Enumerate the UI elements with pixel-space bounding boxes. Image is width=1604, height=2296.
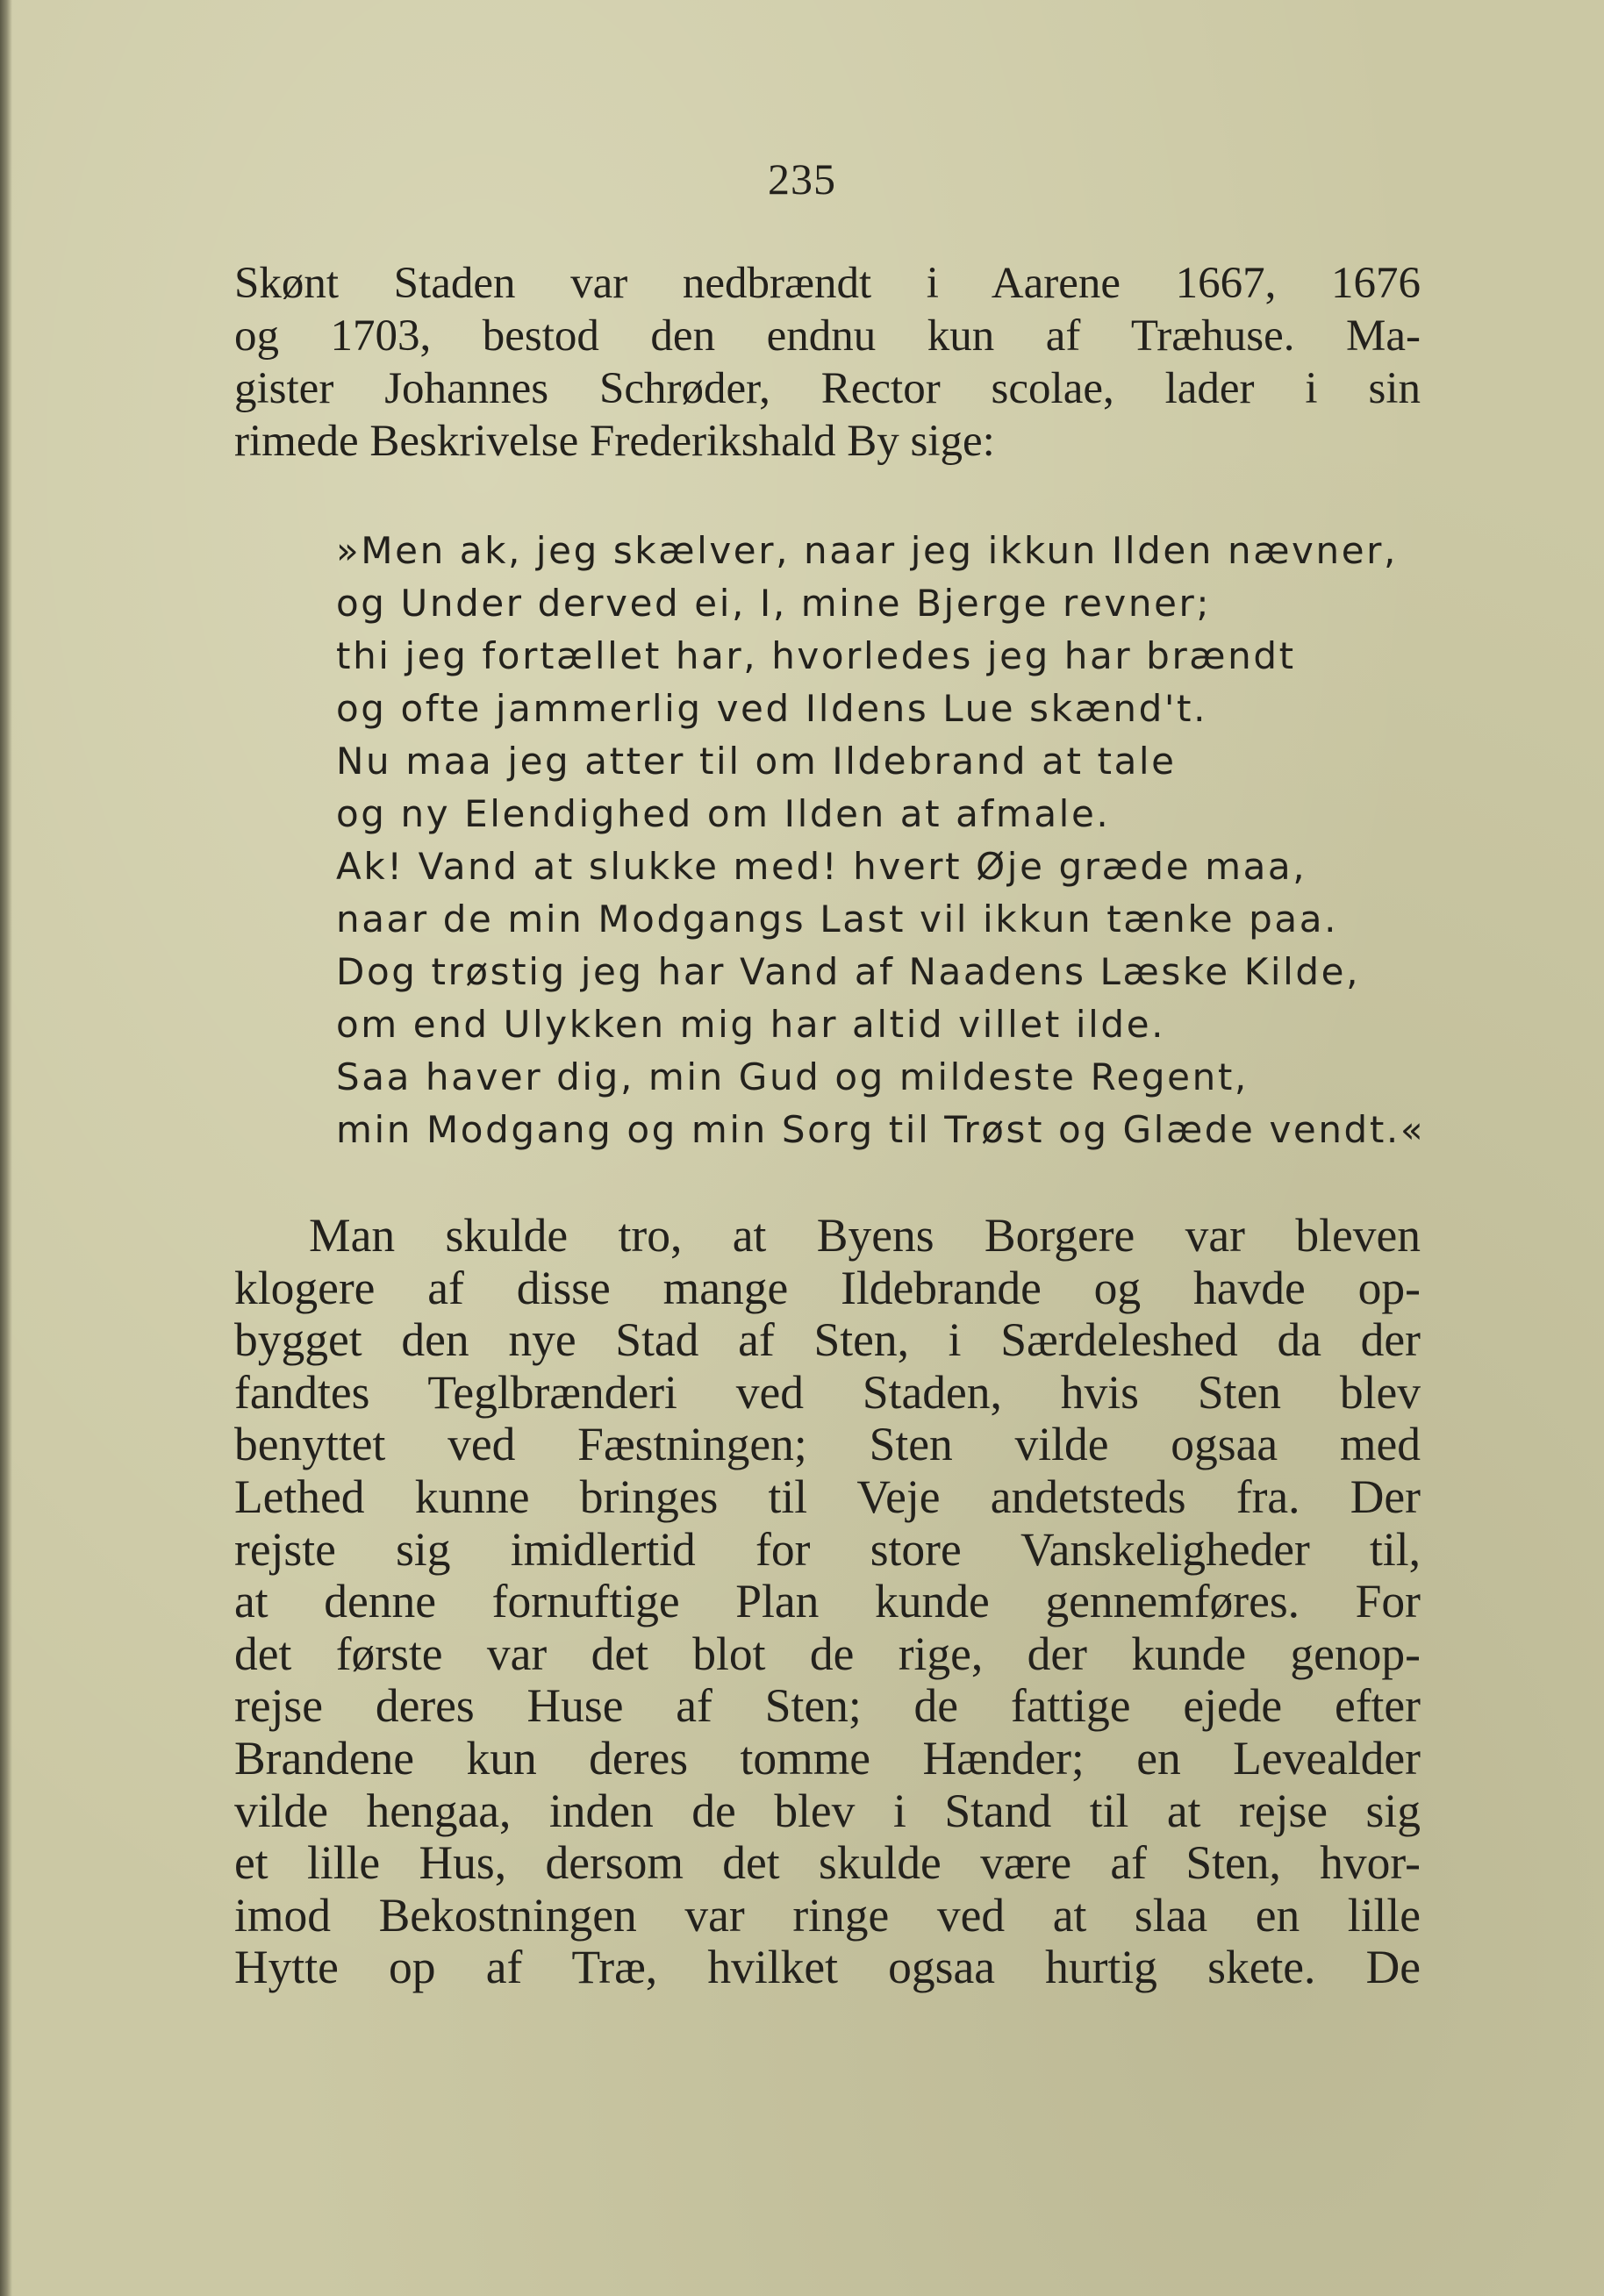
text-line: rejste sig imidlertid for store Vanskeligheder til, — [234, 1522, 1421, 1576]
poem-line: Nu maa jeg atter til om Ildebrand at tale — [336, 740, 1177, 783]
text-line: Brandene kun deres tomme Hænder; en Levealder — [234, 1731, 1421, 1785]
text-line: Hytte op af Træ, hvilket ogsaa hurtig skete. De — [234, 1941, 1421, 1994]
poem-line: naar de min Modgangs Last vil ikkun tænke paa. — [336, 898, 1339, 941]
text-line: benyttet ved Fæstningen; Sten vilde ogsaa med — [234, 1418, 1421, 1471]
poem-line: og ny Elendighed om Ilden at afmale. — [336, 792, 1111, 835]
text-line: fandtes Teglbrænderi ved Staden, hvis Sten blev — [234, 1365, 1421, 1419]
text-line: at denne fornuftige Plan kunde gennemføres. For — [234, 1575, 1421, 1628]
text-line: imod Bekostningen var ringe ved at slaa en lille — [234, 1888, 1421, 1942]
poem-line: thi jeg fortællet har, hvorledes jeg har brændt — [336, 634, 1296, 677]
poem-line: Dog trøstig jeg har Vand af Naadens Læske Kilde, — [336, 950, 1361, 993]
text-line: gister Johannes Schrøder, Rector scolae, lader i sin — [234, 364, 1421, 413]
poem-line: og ofte jammerlig ved Ildens Lue skænd't. — [336, 687, 1208, 730]
intro-paragraph — [234, 257, 1421, 468]
poem-line: »Men ak, jeg skælver, naar jeg ikkun Ilden nævner, — [336, 529, 1398, 572]
text-line: vilde hengaa, inden de blev i Stand til at rejse sig — [234, 1784, 1421, 1837]
text-line: det første var det blot de rige, der kunde genop- — [234, 1627, 1421, 1680]
text-line: rejse deres Huse af Sten; de fattige ejede efter — [234, 1679, 1421, 1733]
text-line: Man skulde tro, at Byens Borgere var bleven — [309, 1209, 1421, 1262]
text-line: klogere af disse mange Ildebrande og havde op- — [234, 1261, 1421, 1314]
text-line: bygget den nye Stad af Sten, i Særdeleshed da der — [234, 1313, 1421, 1367]
page-edge-shadow — [0, 0, 12, 2296]
poem-line: Ak! Vand at slukke med! hvert Øje græde maa, — [336, 845, 1307, 888]
text-line: Lethed kunne bringes til Veje andetsteds fra. Der — [234, 1470, 1421, 1523]
text-line: et lille Hus, dersom det skulde være af Sten, hvor- — [234, 1836, 1421, 1890]
poem-line: og Under derved ei, I, mine Bjerge revner; — [336, 582, 1212, 625]
poem-line: om end Ulykken mig har altid villet ilde. — [336, 1003, 1166, 1046]
poem-line: Saa haver dig, min Gud og mildeste Regent, — [336, 1055, 1249, 1098]
page-number: 235 — [768, 154, 836, 204]
text-line: rimede Beskrivelse Frederikshald By sige: — [234, 417, 995, 466]
main-paragraph — [234, 1210, 1421, 1994]
text-line: Skønt Staden var nedbrændt i Aarene 1667, 1676 — [234, 259, 1421, 308]
poem-line: min Modgang og min Sorg til Trøst og Glæde vendt.« — [336, 1108, 1426, 1151]
poem-quote — [336, 525, 1425, 1156]
text-line: og 1703, bestod den endnu kun af Træhuse. Ma- — [234, 311, 1421, 361]
